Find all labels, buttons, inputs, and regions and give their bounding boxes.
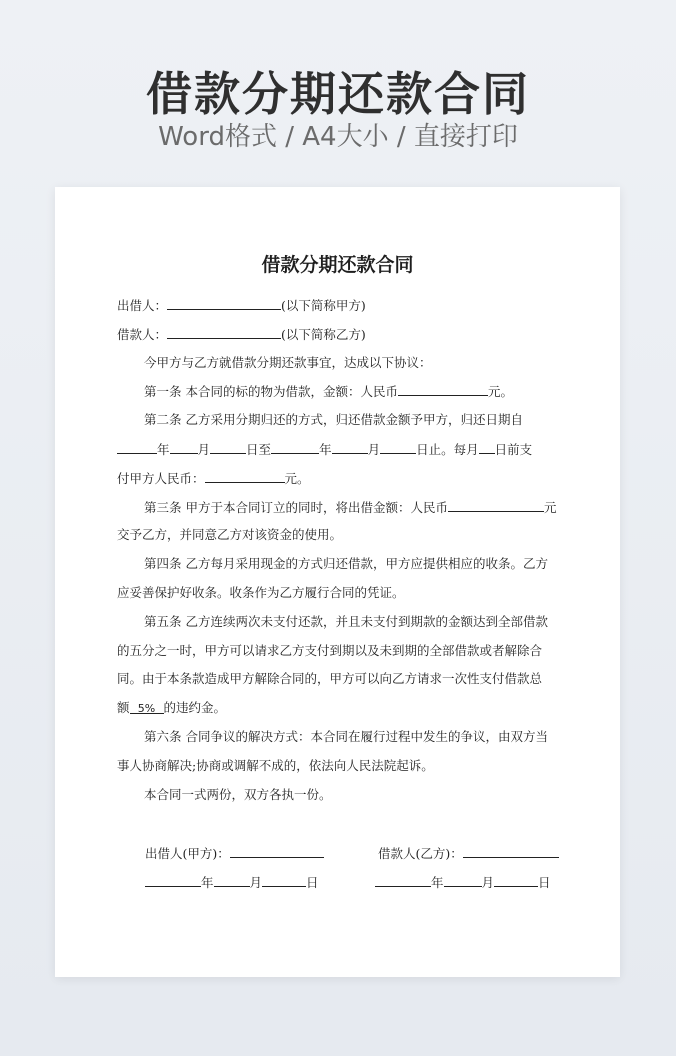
lender-name-blank — [167, 297, 281, 310]
loan-amount-blank — [398, 383, 488, 396]
clause-5-line-1: 第五条 乙方连续两次未支付还款，并且未支付到期款的金额达到全部借款 — [144, 613, 548, 629]
clause-2-line-2: 年 月 日至 年 月 日止。每月 日前支 — [117, 441, 559, 470]
sign-lender: 出借人(甲方)： — [145, 844, 324, 862]
clause-5-line-2: 的五分之一时，甲方可以请求乙方支付到期以及未到期的全部借款或者解除合 — [117, 642, 543, 658]
page-subtitle: Word格式 / A4大小 / 直接打印 — [158, 122, 518, 152]
clause-1: 第一条 本合同的标的物为借款，金额：人民币 元。 — [144, 384, 513, 400]
clause-5-line-4: 额 5% 的违约金。 — [117, 700, 227, 716]
document-title: 借款分期还款合同 — [261, 254, 414, 276]
document-paper — [55, 187, 620, 977]
monthly-amount-blank — [205, 470, 285, 483]
borrower-name-blank — [167, 326, 281, 339]
lender-date: 年 月 日 — [145, 873, 319, 891]
borrower-line: 借款人： (以下简称乙方) — [117, 326, 366, 342]
clause-6-line-1: 第六条 合同争议的解决方式：本合同在履行过程中发生的争议，由双方当 — [144, 728, 548, 744]
intro-paragraph: 今甲方与乙方就借款分期还款事宜，达成以下协议： — [144, 354, 432, 370]
lend-amount-blank — [448, 499, 544, 512]
clause-2-line-3: 付甲方人民币： 元。 — [117, 470, 310, 486]
clause-3-line-1: 第三条 甲方于本合同订立的同时，将出借金额：人民币 元 — [144, 499, 557, 515]
clause-4-line-2: 应妥善保护好收条。收条作为乙方履行合同的凭证。 — [117, 584, 405, 600]
penalty-rate: 5% — [130, 701, 164, 714]
borrower-signature-blank — [463, 845, 559, 858]
sign-borrower: 借款人(乙方)： — [378, 844, 559, 862]
clause-5-line-3: 同。由于本条款造成甲方解除合同的，甲方可以向乙方请求一次性支付借款总 — [117, 671, 543, 687]
clause-6-line-2: 事人协商解决;协商或调解不成的，依法向人民法院起诉。 — [117, 757, 434, 773]
copies-statement: 本合同一式两份，双方各执一份。 — [144, 786, 332, 802]
clause-2-line-1: 第二条 乙方采用分期归还的方式，归还借款金额予甲方，归还日期自 — [144, 412, 523, 428]
lender-signature-blank — [230, 845, 324, 858]
borrower-date: 年 月 日 — [375, 873, 551, 891]
lender-line: 出借人： (以下简称甲方) — [117, 298, 366, 313]
page-title: 借款分期还款合同 — [146, 67, 530, 121]
clause-3-line-2: 交予乙方，并同意乙方对该资金的使用。 — [117, 527, 343, 543]
document-body — [117, 297, 559, 815]
clause-4-line-1: 第四条 乙方每月采用现金的方式归还借款，甲方应提供相应的收条。乙方 — [144, 556, 548, 572]
